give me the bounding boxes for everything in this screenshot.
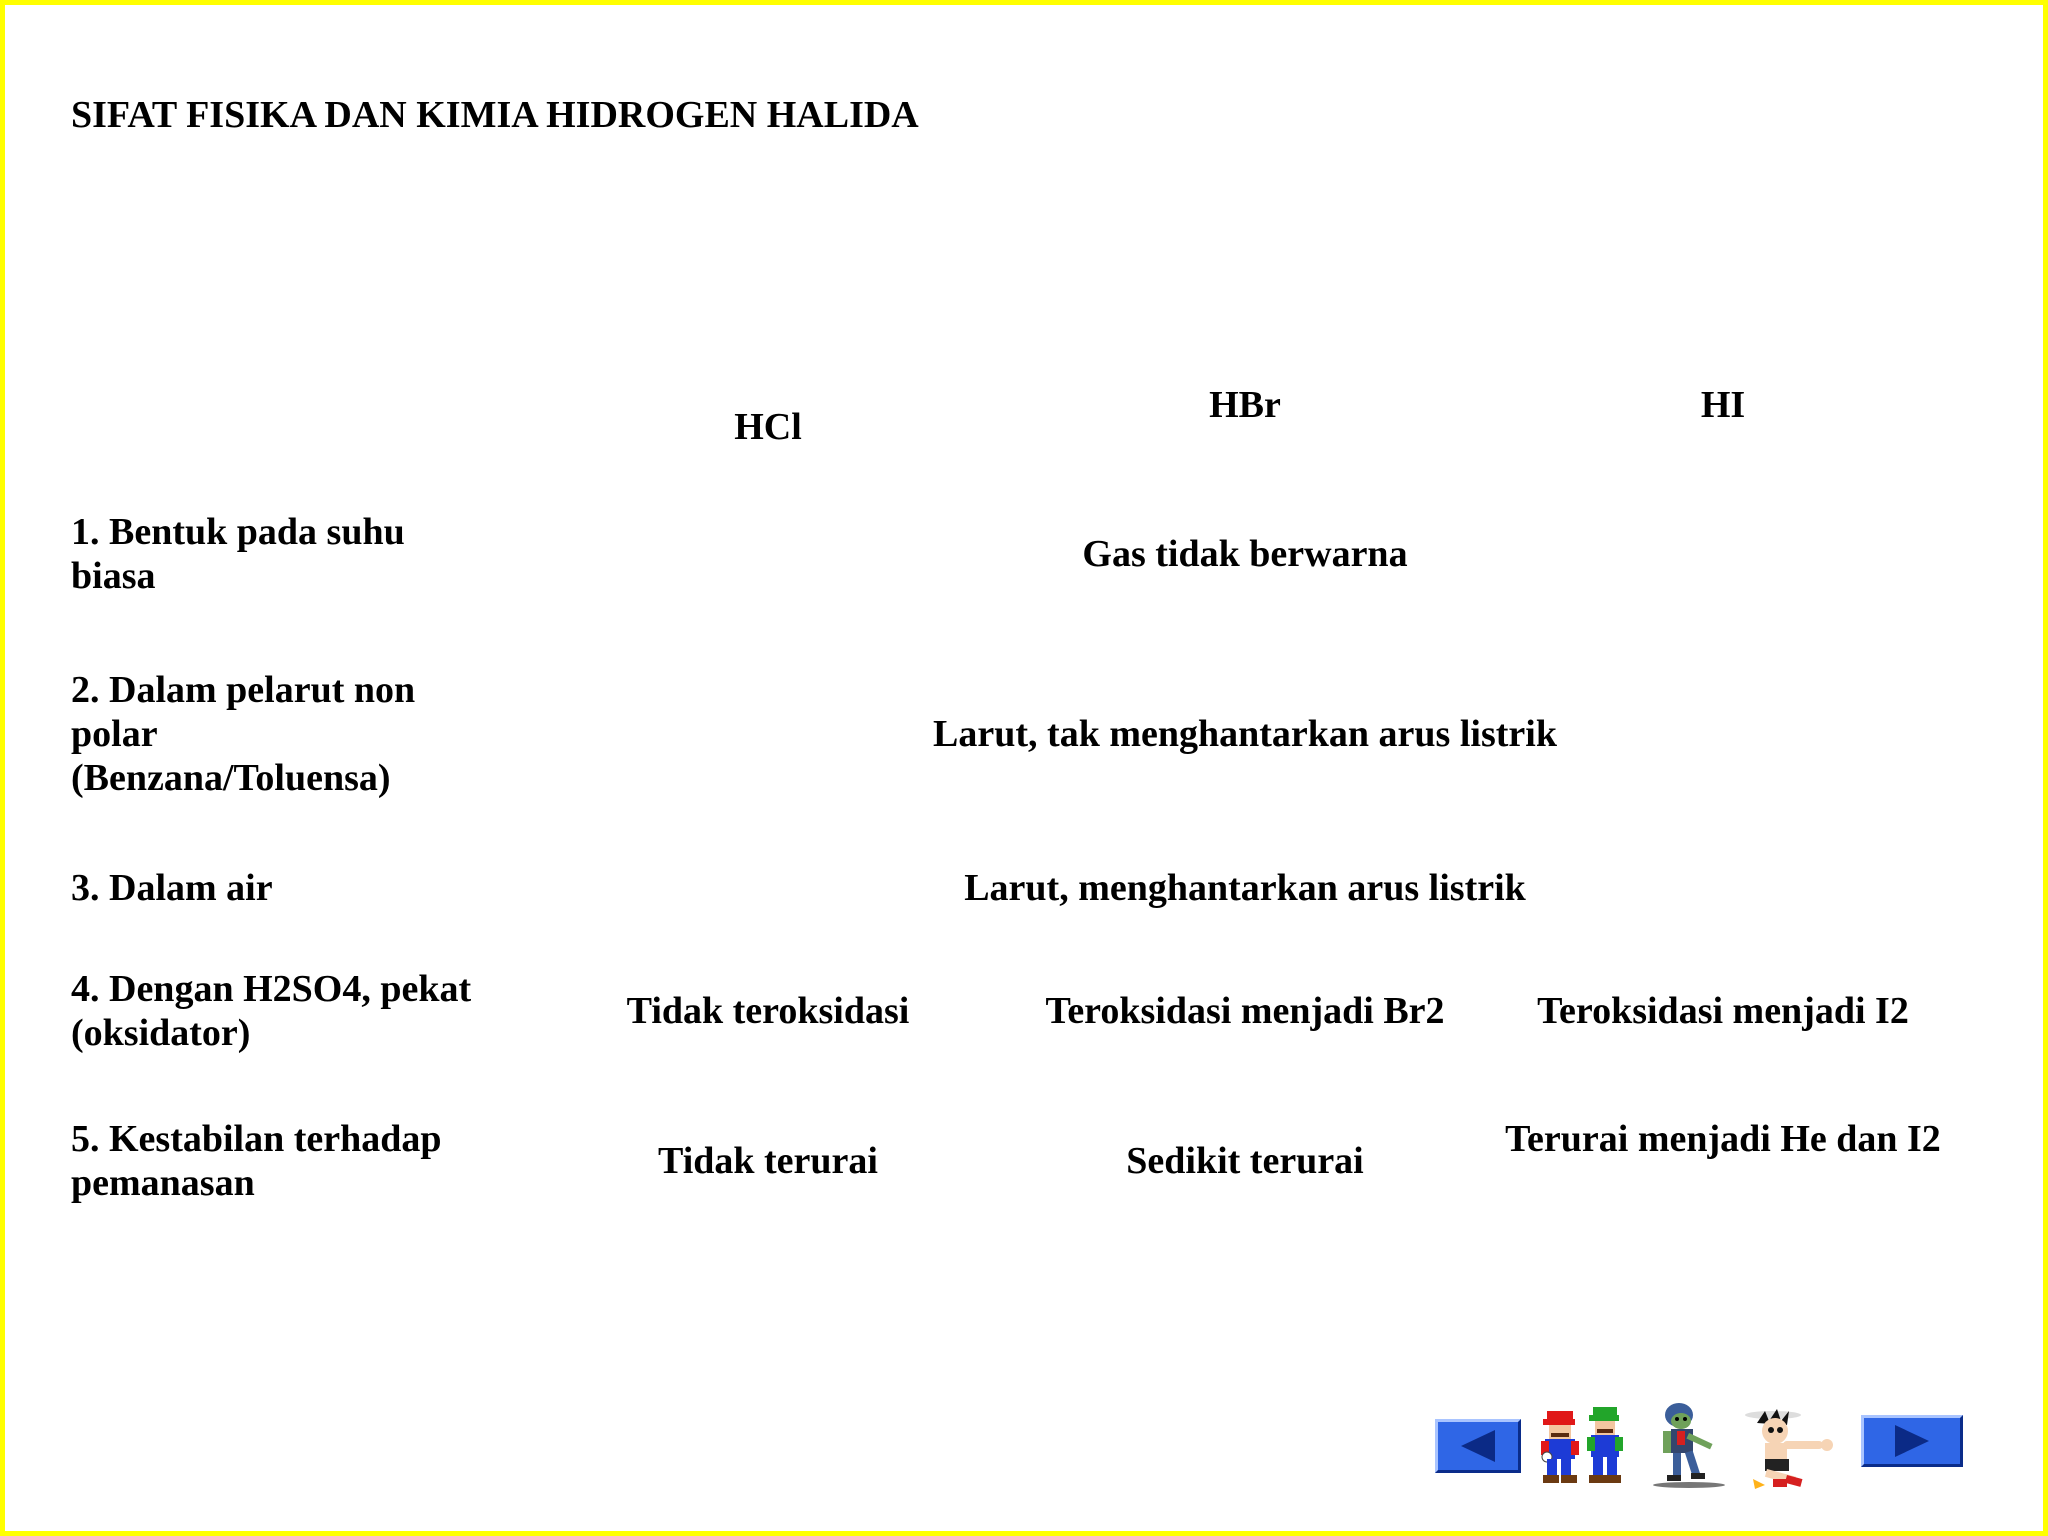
page-title: SIFAT FISIKA DAN KIMIA HIDROGEN HALIDA bbox=[71, 94, 919, 136]
forward-arrow-icon bbox=[1895, 1425, 1929, 1457]
mario-luigi-icon[interactable] bbox=[1539, 1405, 1631, 1487]
row-5-hcl: Tidak terurai bbox=[658, 1140, 878, 1182]
row-4-hi: Teroksidasi menjadi I2 bbox=[1537, 990, 1909, 1032]
row-4-hcl: Tidak teroksidasi bbox=[626, 990, 910, 1032]
back-button[interactable] bbox=[1435, 1419, 1521, 1473]
back-arrow-icon bbox=[1461, 1430, 1495, 1462]
row-label-1: 1. Bentuk pada suhu biasa bbox=[71, 511, 405, 597]
column-header-hi: HI bbox=[1700, 384, 1746, 426]
column-header-hbr: HBr bbox=[1209, 384, 1281, 426]
row-label-3: 3. Dalam air bbox=[71, 867, 273, 909]
row-5-hbr: Sedikit terurai bbox=[1126, 1140, 1364, 1182]
column-header-hcl: HCl bbox=[734, 406, 802, 448]
slide bbox=[5, 5, 2043, 1531]
row-1-value: Gas tidak berwarna bbox=[1082, 533, 1408, 575]
astro-boy-icon[interactable] bbox=[1743, 1405, 1843, 1491]
row-4-hbr: Teroksidasi menjadi Br2 bbox=[1045, 990, 1445, 1032]
row-5-hi: Terurai menjadi He dan I2 bbox=[1505, 1118, 1941, 1160]
row-2-value: Larut, tak menghantarkan arus listrik bbox=[933, 713, 1557, 755]
row-label-4: 4. Dengan H2SO4, pekat (oksidator) bbox=[71, 968, 472, 1054]
row-3-value: Larut, menghantarkan arus listrik bbox=[964, 867, 1526, 909]
row-label-2: 2. Dalam pelarut non polar (Benzana/Toluensa) bbox=[71, 669, 416, 799]
forward-button[interactable] bbox=[1861, 1415, 1963, 1467]
zombie-icon[interactable] bbox=[1649, 1401, 1735, 1489]
row-label-5: 5. Kestabilan terhadap pemanasan bbox=[71, 1118, 442, 1204]
